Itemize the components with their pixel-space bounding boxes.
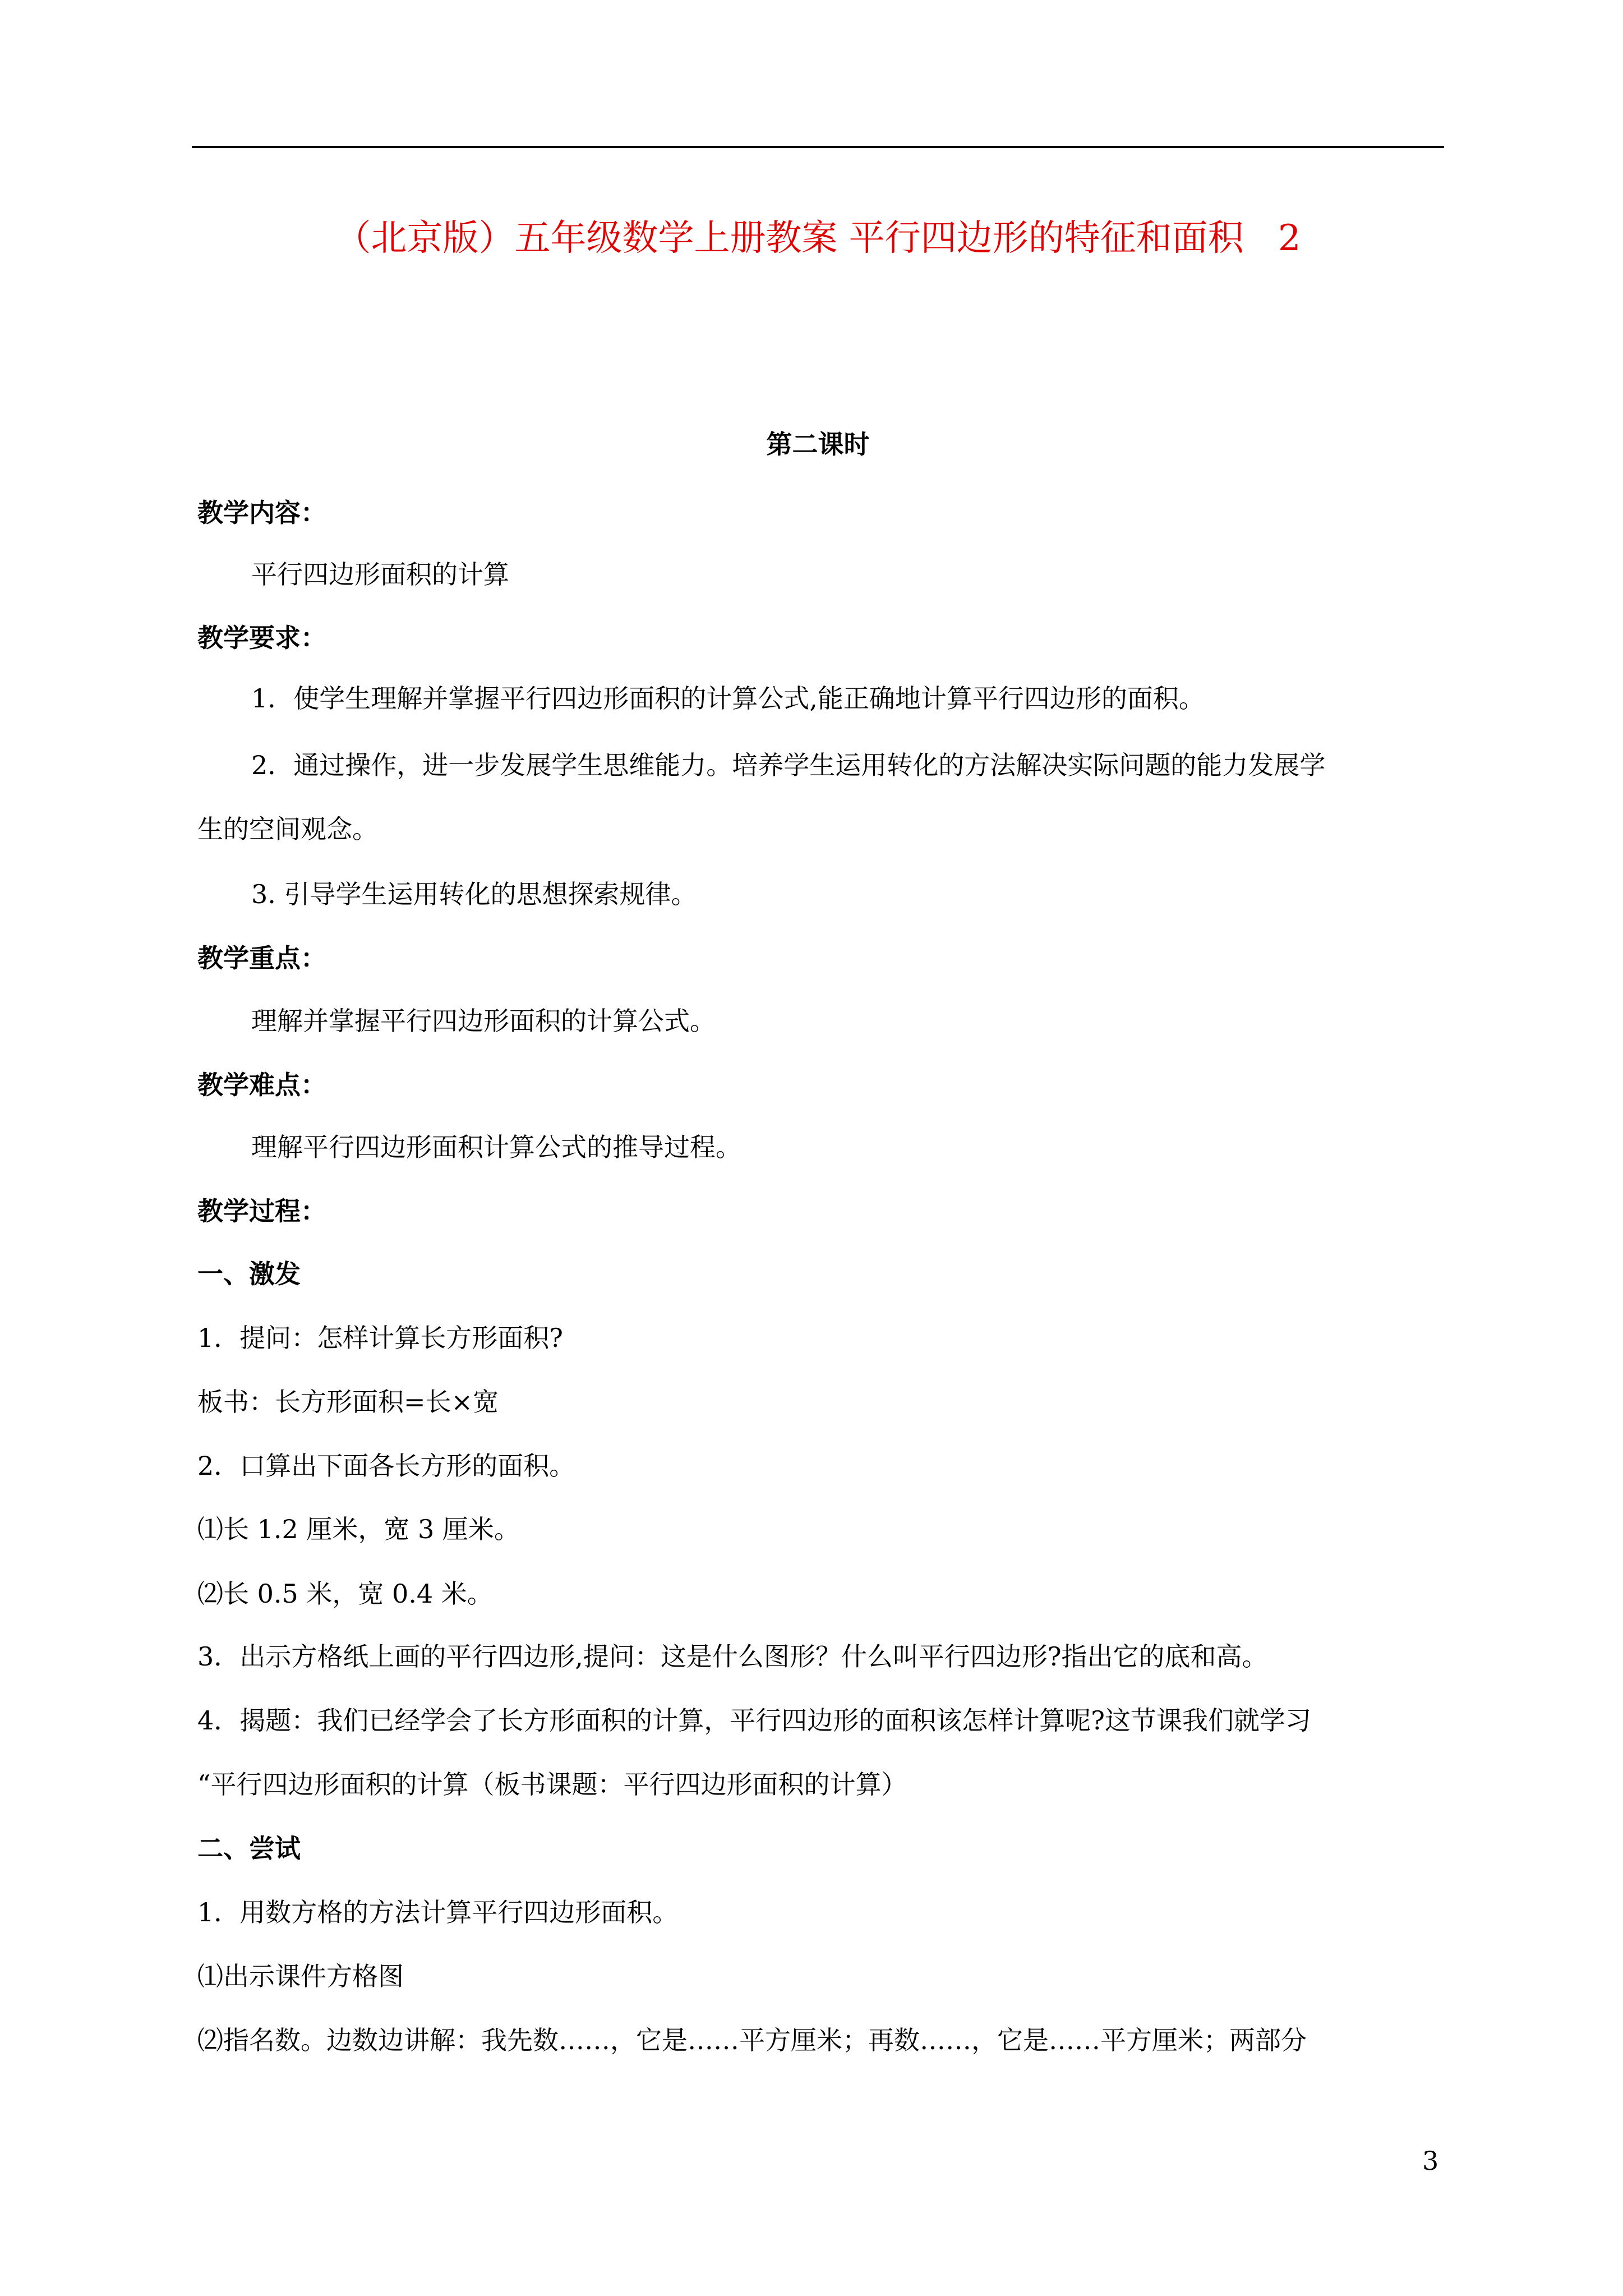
paragraph-line: 理解并掌握平行四边形面积的计算公式。 <box>251 1006 716 1036</box>
paragraph-line: 板书：长方形面积=长×宽 <box>197 1387 499 1417</box>
paragraph-line: 3．出示方格纸上画的平行四边形,提问：这是什么图形？什么叫平行四边形?指出它的底和高。 <box>197 1641 1268 1672</box>
paragraph-line: 平行四边形面积的计算 <box>251 559 509 590</box>
section-heading-attempt: 二、尝试 <box>197 1833 301 1864</box>
section-heading-requirements: 教学要求： <box>197 623 326 653</box>
paragraph-line: ⑴长 1.2 厘米，宽 3 厘米。 <box>197 1514 520 1544</box>
paragraph-line: “平行四边形面积的计算（板书课题：平行四边形面积的计算） <box>197 1769 907 1800</box>
paragraph-line: 2．口算出下面各长方形的面积。 <box>197 1451 575 1481</box>
paragraph-line: 2．通过操作，进一步发展学生思维能力。培养学生运用转化的方法解决实际问题的能力发展学 <box>251 750 1326 780</box>
section-heading-process: 教学过程： <box>197 1196 326 1226</box>
paragraph-line: 理解平行四边形面积计算公式的推导过程。 <box>251 1132 741 1162</box>
paragraph-line: ⑴出示课件方格图 <box>197 1961 404 1991</box>
section-heading-key-points: 教学重点： <box>197 943 326 973</box>
lesson-heading: 第二课时 <box>766 429 870 459</box>
page-number: 3 <box>1422 2146 1439 2176</box>
section-heading-difficulties: 教学难点： <box>197 1070 326 1100</box>
paragraph-line: ⑵长 0.5 米，宽 0.4 米。 <box>197 1579 493 1609</box>
paragraph-line: ⑵指名数。边数边讲解：我先数……，它是……平方厘米；再数……，它是……平方厘米；两部分 <box>197 2025 1307 2055</box>
section-heading-stimulate: 一、激发 <box>197 1259 301 1289</box>
paragraph-line: 4．揭题：我们已经学会了长方形面积的计算，平行四边形的面积该怎样计算呢?这节课我们就学习 <box>197 1705 1311 1736</box>
paragraph-line: 1．使学生理解并掌握平行四边形面积的计算公式,能正确地计算平行四边形的面积。 <box>251 683 1205 714</box>
paragraph-line: 1．提问：怎样计算长方形面积? <box>197 1323 563 1353</box>
paragraph-line: 3. 引导学生运用转化的思想探索规律。 <box>251 879 697 909</box>
section-heading-content: 教学内容： <box>197 498 326 528</box>
paragraph-line: 1．用数方格的方法计算平行四边形面积。 <box>197 1897 679 1927</box>
header-rule <box>192 146 1444 148</box>
paragraph-line: 生的空间观念。 <box>197 814 378 844</box>
document-title: （北京版）五年级数学上册教案 平行四边形的特征和面积 2 <box>335 218 1301 259</box>
